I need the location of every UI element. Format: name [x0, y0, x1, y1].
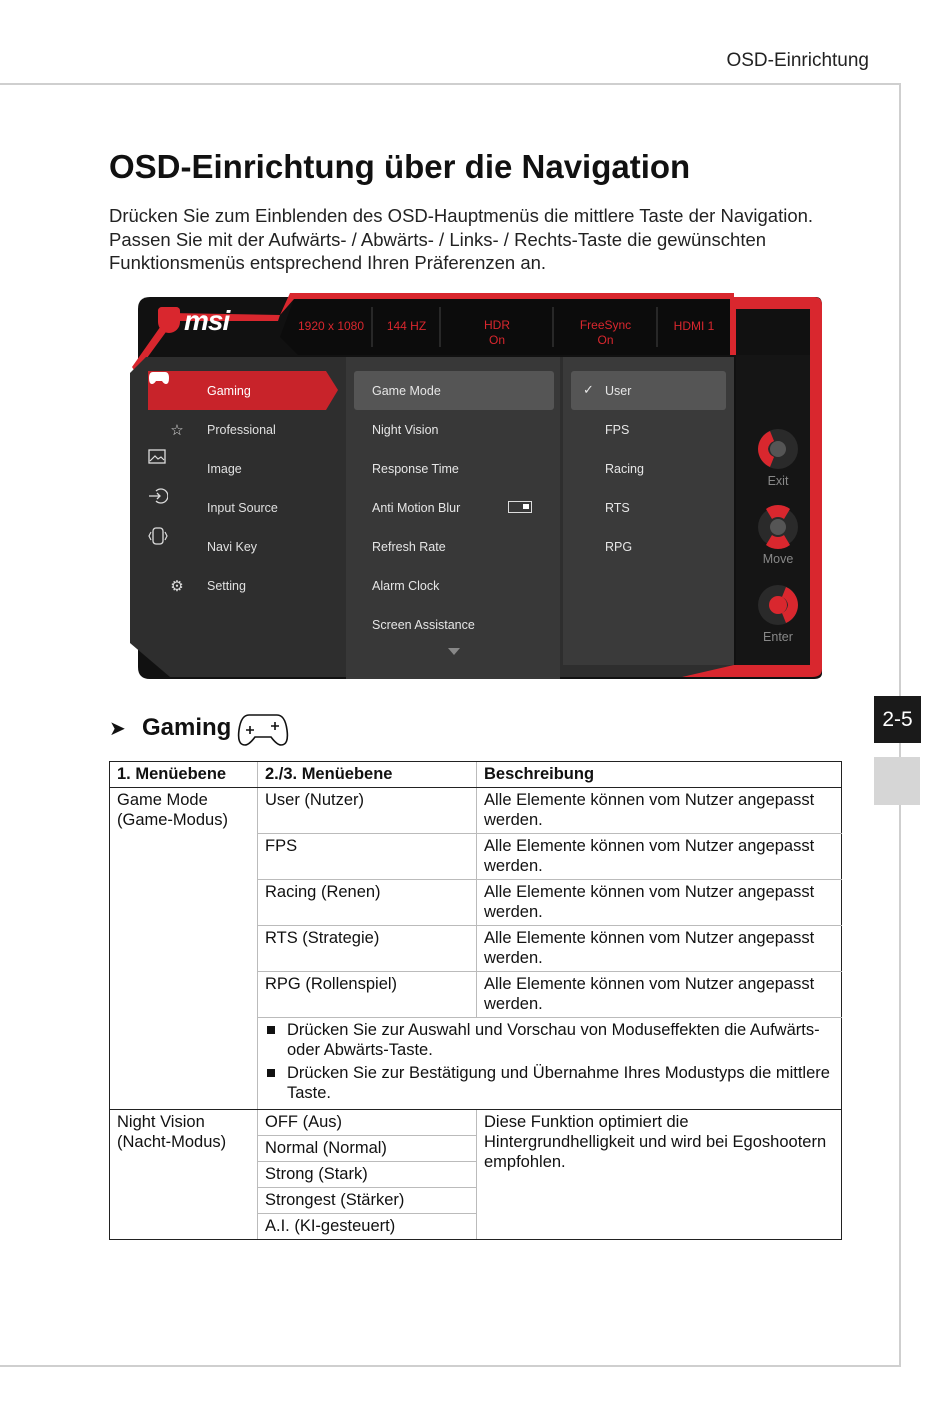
page-number-tab: 2-5	[874, 696, 921, 743]
gaming-spec-table	[109, 761, 842, 1240]
table-cell: RPG (Rollenspiel)	[258, 972, 477, 1018]
nav-enter-icon	[758, 585, 798, 625]
star-icon: ☆	[170, 421, 184, 439]
osd-menu-gaming[interactable]: Gaming	[148, 371, 338, 410]
night-vision-desc: Diese Funktion optimiert die Hintergrundhelligkeit und wird bei Egoshootern empfohlen.	[477, 1110, 842, 1240]
osd-menu-input-source[interactable]: Input Source	[148, 488, 338, 527]
osd-option-fps[interactable]: FPS	[605, 422, 630, 437]
status-refresh: 144 HZ	[386, 319, 427, 333]
nav-enter-label: Enter	[763, 630, 793, 644]
osd-option-rpg[interactable]: RPG	[605, 539, 633, 554]
intro-paragraph: Drücken Sie zum Einblenden des OSD-Hauptmenüs die mittlere Taste der Navigation. Passen Sie mit der Aufwärts- / Abwärts- / Links- / Rechts-Taste die gewünschten Funktionsmenüs entsprechend Ihren Präferenzen an.	[109, 205, 814, 273]
osd-item-night-vision[interactable]: Night Vision	[372, 422, 439, 437]
table-cell: User (Nutzer)	[258, 788, 477, 834]
input-icon	[166, 497, 188, 519]
gamepad-icon	[166, 380, 188, 402]
table-cell: Racing (Renen)	[258, 880, 477, 926]
section-arrow-icon: ➤	[109, 718, 126, 740]
osd-menu-professional[interactable]: ☆ Professional	[148, 410, 338, 449]
page-title: OSD-Einrichtung über die Navigation	[109, 148, 691, 185]
osd-illustration	[130, 293, 822, 683]
osd-menu-setting[interactable]: ⚙ Setting	[148, 566, 338, 605]
table-cell: Alle Elemente können vom Nutzer angepasst werden.	[477, 972, 842, 1018]
table-cell: Alle Elemente können vom Nutzer angepasst werden.	[477, 788, 842, 834]
nav-exit-icon	[758, 429, 798, 469]
nav-exit-label: Exit	[767, 474, 789, 488]
gear-icon: ⚙	[170, 577, 184, 595]
msi-logo: msi	[158, 305, 229, 337]
table-cell: Strongest (Stärker)	[258, 1188, 477, 1214]
table-cell: Alle Elemente können vom Nutzer angepasst werden.	[477, 834, 842, 880]
osd-menu-navi-key[interactable]: Navi Key	[148, 527, 338, 566]
table-cell: OFF (Aus)	[258, 1110, 477, 1136]
osd-option-user[interactable]: ✓ User	[571, 371, 726, 410]
page-frame-top	[0, 83, 901, 85]
osd-item-game-mode[interactable]: Game Mode	[354, 371, 554, 410]
section-title: Gaming	[142, 714, 232, 741]
table-cell: FPS	[258, 834, 477, 880]
table-cell: Strong (Stark)	[258, 1162, 477, 1188]
note-item: Drücken Sie zur Auswahl und Vorschau von Moduseffekten die Aufwärts- oder Abwärts-Taste.	[265, 1020, 834, 1060]
night-vision-label: Night Vision (Nacht-Modus)	[110, 1110, 258, 1240]
running-head: OSD-Einrichtung	[726, 50, 869, 71]
status-resolution: 1920 x 1080	[297, 319, 365, 333]
osd-option-racing[interactable]: Racing	[605, 461, 644, 476]
osd-item-response-time[interactable]: Response Time	[372, 461, 459, 476]
osd-option-menu	[571, 371, 726, 566]
status-hdr: HDR On	[484, 318, 510, 347]
osd-option-rts[interactable]: RTS	[605, 500, 630, 515]
osd-item-alarm-clock[interactable]: Alarm Clock	[372, 578, 440, 593]
table-cell: Normal (Normal)	[258, 1136, 477, 1162]
table-cell: A.I. (KI-gesteuert)	[258, 1214, 477, 1240]
status-freesync: FreeSync On	[579, 318, 632, 347]
osd-item-screen-assistance[interactable]: Screen Assistance	[372, 617, 475, 632]
image-icon	[166, 458, 188, 480]
page-tab-grey	[874, 757, 920, 805]
header-level23: 2./3. Menüebene	[258, 762, 477, 788]
status-input: HDMI 1	[673, 319, 715, 333]
table-cell: Alle Elemente können vom Nutzer angepasst werden.	[477, 880, 842, 926]
note-item: Drücken Sie zur Bestätigung und Übernahme Ihres Modustyps die mittlere Taste.	[265, 1063, 834, 1103]
nav-move-label: Move	[762, 552, 794, 566]
table-cell: Alle Elemente können vom Nutzer angepasst werden.	[477, 926, 842, 972]
osd-item-refresh-rate[interactable]: Refresh Rate	[372, 539, 446, 554]
osd-item-anti-motion-blur[interactable]: Anti Motion Blur	[354, 488, 554, 527]
osd-submenu	[354, 371, 554, 644]
game-mode-label: Game Mode (Game-Modus)	[110, 788, 258, 1110]
page-frame-bottom	[0, 1365, 901, 1367]
table-cell: RTS (Strategie)	[258, 926, 477, 972]
header-level1: 1. Menüebene	[110, 762, 258, 788]
check-icon: ✓	[583, 382, 594, 397]
navi-key-icon	[166, 536, 188, 558]
anti-motion-blur-toggle[interactable]	[508, 501, 532, 513]
game-mode-notes	[258, 1018, 842, 1110]
header-description: Beschreibung	[477, 762, 842, 788]
osd-menu-image[interactable]: Image	[148, 449, 338, 488]
gamepad-icon	[237, 712, 289, 753]
osd-main-menu	[148, 371, 338, 605]
